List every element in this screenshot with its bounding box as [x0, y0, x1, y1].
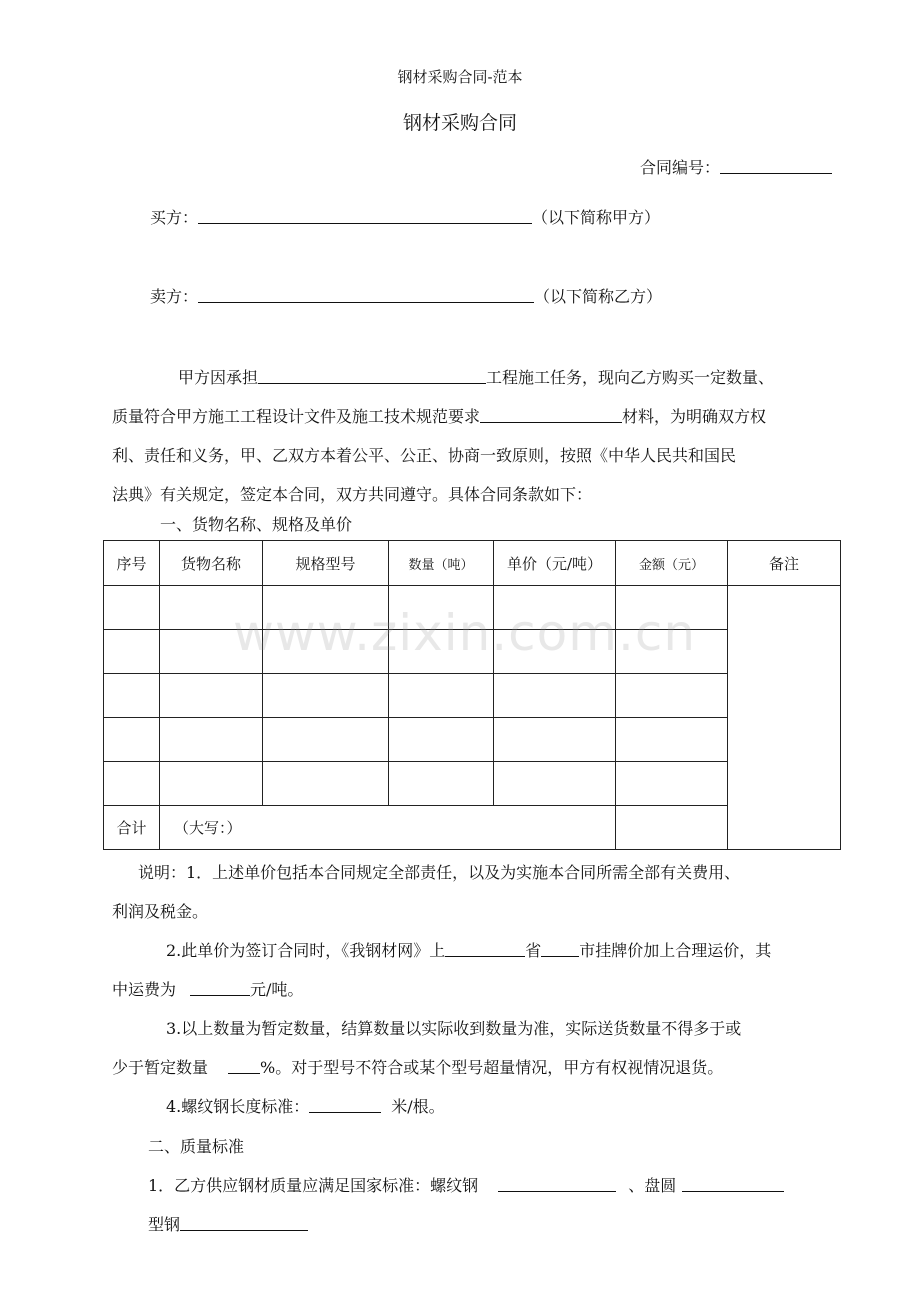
table-cell[interactable]	[389, 718, 494, 762]
table-cell[interactable]	[494, 718, 616, 762]
section-steel-standard-blank[interactable]	[180, 1213, 308, 1231]
coil-standard-blank[interactable]	[682, 1174, 784, 1192]
rebar-standard-blank[interactable]	[498, 1174, 616, 1192]
watermark: www.zixin.com.cn	[233, 604, 697, 662]
quality-item-1: 1．乙方供应钢材质量应满足国家标准：螺纹钢 、盘圆	[148, 1173, 784, 1196]
total-label: 合计	[104, 806, 160, 850]
table-cell[interactable]	[104, 762, 160, 806]
total-amount-cell[interactable]	[616, 806, 728, 850]
contract-number-label: 合同编号：	[640, 158, 721, 177]
col-header-spec: 规格型号	[263, 541, 389, 586]
table-cell[interactable]	[616, 762, 728, 806]
buyer-row	[150, 205, 660, 228]
notes-block	[112, 853, 840, 1126]
total-in-words[interactable]: （大写：）	[160, 806, 616, 850]
project-name-blank[interactable]	[258, 366, 486, 384]
tolerance-blank[interactable]	[228, 1056, 260, 1074]
intro-line-1: 甲方因承担 工程施工任务，现向乙方购买一定数量、	[178, 368, 775, 387]
buyer-suffix: （以下简称甲方）	[532, 208, 661, 227]
table-cell[interactable]	[104, 586, 160, 630]
table-cell[interactable]	[263, 674, 389, 718]
col-header-amount: 金额（元）	[616, 541, 728, 586]
goods-table	[103, 540, 841, 850]
table-cell[interactable]	[104, 718, 160, 762]
section-2-heading: 二、质量标准	[148, 1137, 245, 1156]
table-cell[interactable]	[263, 718, 389, 762]
table-cell[interactable]	[389, 674, 494, 718]
contract-title: 钢材采购合同	[402, 112, 517, 134]
table-cell[interactable]	[104, 674, 160, 718]
col-header-goods-name: 货物名称	[160, 541, 263, 586]
table-header-row	[104, 541, 841, 586]
col-header-remarks: 备注	[728, 541, 841, 586]
note-4-line: 4.螺纹钢长度标准： 米/根。	[166, 1097, 445, 1116]
table-cell[interactable]	[616, 718, 728, 762]
note-1-line-1: 说明：1．上述单价包括本合同规定全部责任，以及为实施本合同所需全部有关费用、	[138, 863, 741, 882]
intro-paragraph	[112, 358, 840, 514]
table-cell[interactable]	[263, 762, 389, 806]
rebar-length-blank[interactable]	[309, 1095, 381, 1113]
note-3-line-1: 3.以上数量为暂定数量，结算数量以实际收到数量为准，实际送货数量不得多于或	[166, 1019, 742, 1038]
section-1-heading: 一、货物名称、规格及单价	[160, 515, 353, 534]
table-cell[interactable]	[494, 762, 616, 806]
note-3-line-2: 少于暂定数量 %。对于型号不符合或某个型号超量情况，甲方有权视情况退货。	[112, 1058, 724, 1077]
seller-row	[150, 284, 662, 307]
seller-name-blank[interactable]	[198, 285, 534, 303]
contract-number-blank[interactable]	[720, 156, 832, 174]
seller-label: 卖方：	[150, 287, 199, 306]
table-cell[interactable]	[104, 630, 160, 674]
province-blank[interactable]	[445, 939, 525, 957]
document-caption: 钢材采购合同-范本	[397, 68, 523, 86]
table-cell[interactable]	[494, 674, 616, 718]
note-1-line-2: 利润及税金。	[112, 902, 209, 921]
table-cell[interactable]	[389, 762, 494, 806]
intro-line-2: 质量符合甲方施工工程设计文件及施工技术规范要求 材料，为明确双方权	[112, 407, 767, 426]
col-header-no: 序号	[104, 541, 160, 586]
col-header-quantity: 数量（吨）	[389, 541, 494, 586]
city-blank[interactable]	[541, 939, 579, 957]
intro-line-3: 利、责任和义务，甲、乙双方本着公平、公正、协商一致原则，按照《中华人民共和国民	[112, 446, 737, 465]
remarks-cell[interactable]	[728, 586, 841, 850]
material-blank[interactable]	[480, 405, 622, 423]
table-cell[interactable]	[160, 674, 263, 718]
seller-suffix: （以下简称乙方）	[534, 287, 663, 306]
table-cell[interactable]	[616, 674, 728, 718]
quality-item-1-cont: 型钢	[148, 1212, 308, 1235]
col-header-unit-price: 单价（元/吨）	[494, 541, 616, 586]
table-cell[interactable]	[160, 762, 263, 806]
freight-blank[interactable]	[190, 978, 250, 996]
note-2-line-1: 2.此单价为签订合同时，《我钢材网》上 省 市挂牌价加上合理运价，其	[166, 941, 772, 960]
buyer-label: 买方：	[150, 208, 199, 227]
buyer-name-blank[interactable]	[198, 206, 532, 224]
contract-number-row	[640, 155, 832, 178]
table-cell[interactable]	[160, 718, 263, 762]
note-2-line-2: 中运费为 元/吨。	[112, 980, 304, 999]
intro-line-4: 法典》有关规定，签定本合同，双方共同遵守。具体合同条款如下：	[112, 485, 593, 504]
